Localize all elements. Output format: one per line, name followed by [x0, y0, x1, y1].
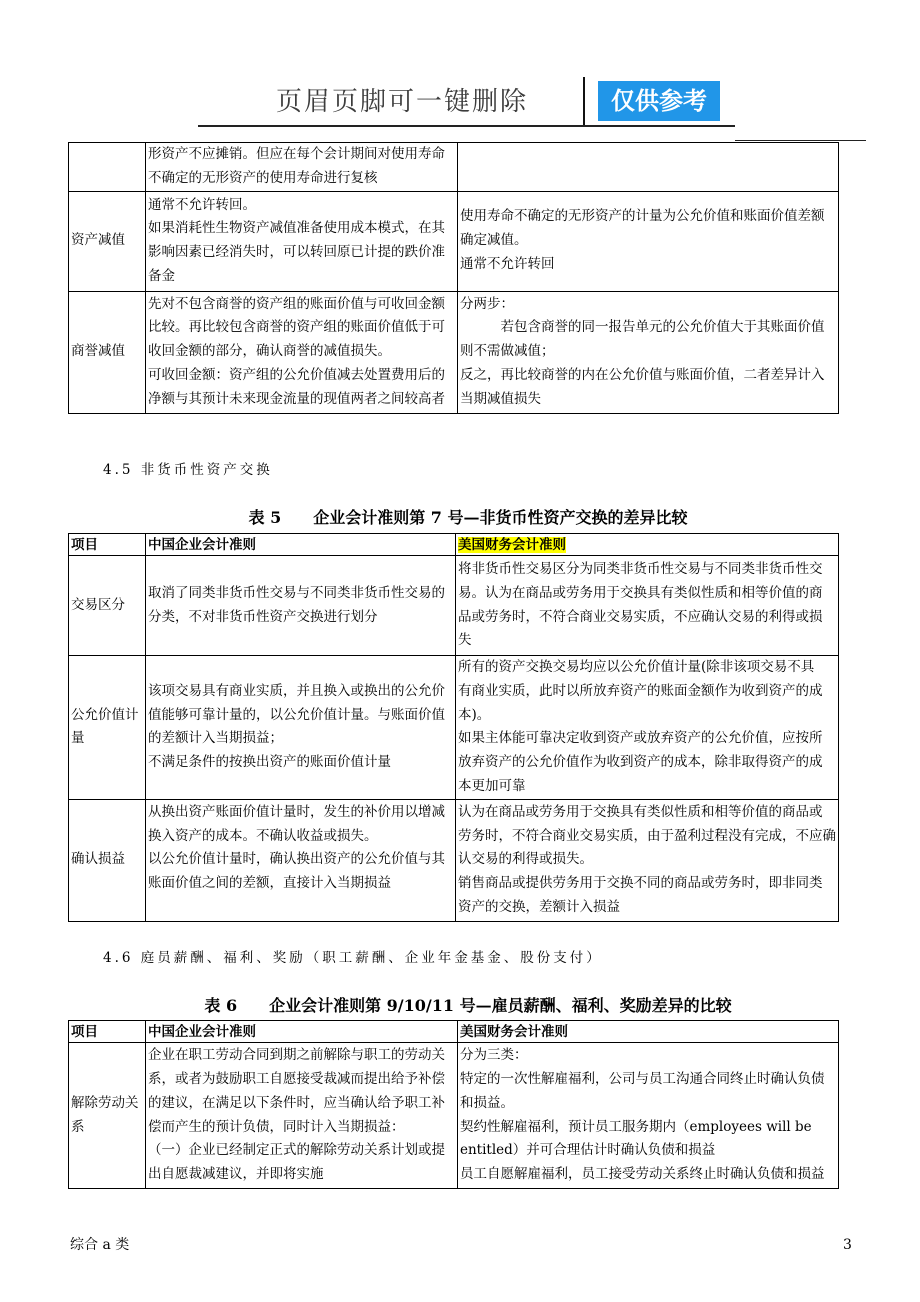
cell-line: 出自愿裁减建议，并即将实施 — [148, 1166, 324, 1183]
header-divider — [583, 77, 585, 125]
cell-line: 先对不包含商誉的资产组的账面价值与可收回金额 — [148, 295, 445, 312]
cell-cn — [146, 191, 458, 291]
cell-line: 使用寿命不确定的无形资产的计量为公允价值和账面价值差额 — [460, 208, 825, 225]
cell-line: 不确定的无形资产的使用寿命进行复核 — [148, 169, 378, 186]
cell-line: 销售商品或提供劳务用于交换不同的商品或劳务时，即非同类 — [458, 875, 823, 892]
cell-line: 认交易的利得或损失。 — [458, 851, 593, 868]
cell-us — [456, 656, 839, 800]
cell-line: 不满足条件的按换出资产的账面价值计量 — [148, 754, 391, 771]
cell-line: 分为三类： — [460, 1047, 528, 1064]
comparison-table-5 — [68, 533, 839, 922]
row-label: 量 — [71, 730, 85, 747]
cell-line: 的建议，在满足以下条件时，应当确认给予职工补 — [148, 1094, 445, 1111]
row-label: 商誉减值 — [71, 343, 125, 360]
cell-line: 分类，不对非货币性资产交换进行划分 — [148, 608, 378, 625]
cell-line: 则不需做减值； — [460, 343, 555, 360]
cell-line: 特定的一次性解雇福利，公司与员工沟通合同终止时确认负债 — [460, 1070, 825, 1087]
cell-us — [458, 143, 839, 192]
cell-line: 收回金额的部分，确认商誉的减值损失。 — [148, 343, 391, 360]
cell-line: 失 — [458, 632, 472, 649]
cell-cn — [146, 143, 458, 192]
cell-line: 易。认为在商品或劳务用于交换具有类似性质和相等价值的商 — [458, 584, 823, 601]
cell-line: 员工自愿解雇福利，员工接受劳动关系终止时确认负债和损益 — [460, 1166, 825, 1183]
cell-line: 反之，再比较商誉的内在公允价值与账面价值，二者差异计入 — [460, 366, 825, 383]
table-row — [69, 799, 839, 921]
cell-line: 当期减值损失 — [460, 390, 541, 407]
table5-title: 表 5 企业会计准则第 7 号—非货币性资产交换的差异比较 — [248, 508, 688, 527]
cell-line: 影响因素已经消失时，可以转回原已计提的跌价准 — [148, 244, 445, 261]
cell-item — [69, 143, 146, 192]
cell-line: 和损益。 — [460, 1094, 514, 1111]
header-item: 项目 — [69, 534, 146, 556]
cell-item — [69, 1043, 146, 1189]
row-label: 解除劳动关 — [71, 1094, 139, 1111]
table-header-row — [69, 534, 839, 556]
table6-title: 表 6 企业会计准则第 9/10/11 号—雇员薪酬、福利、奖励差异的比较 — [204, 996, 732, 1015]
table-row — [69, 556, 839, 656]
cell-line: 偿而产生的预计负债，同时计入当期损益： — [148, 1118, 405, 1135]
cell-line: 通常不允许转回 — [460, 255, 555, 272]
cell-line: entitled）并可合理估计时确认负债和损益 — [460, 1142, 716, 1159]
cell-cn — [146, 291, 458, 413]
cell-line: 从换出资产账面价值计量时，发生的补价用以增减 — [148, 803, 445, 820]
cell-us — [456, 799, 839, 921]
cell-line: 本)。 — [458, 706, 491, 723]
header-us — [456, 534, 839, 556]
cell-line: 所有的资产交换交易均应以公允价值计量(除非该项交易不具 — [458, 659, 815, 675]
cell-line: 企业在职工劳动合同到期之前解除与职工的劳动关 — [148, 1047, 445, 1064]
cell-item — [69, 291, 146, 413]
cell-line: 可收回金额：资产组的公允价值减去处置费用后的 — [148, 366, 445, 383]
page-number: 3 — [843, 1237, 852, 1253]
cell-us — [458, 191, 839, 291]
cell-line: 如果主体能可靠决定收到资产或放弃资产的公允价值，应按所 — [458, 730, 823, 747]
cell-cn — [146, 656, 456, 800]
reference-badge: 仅供参考 — [598, 81, 720, 121]
cell-line: 本更加可靠 — [458, 777, 526, 794]
cell-line: 通常不允许转回。 — [148, 196, 256, 213]
cell-line: 确定减值。 — [460, 232, 528, 249]
cell-line: 若包含商誉的同一报告单元的公允价值大于其账面价值 — [460, 319, 825, 336]
cell-line: 品或劳务时，不符合商业交易实质，不应确认交易的利得或损 — [458, 608, 823, 625]
cell-line: 分两步： — [460, 295, 514, 312]
header-item: 项目 — [69, 1021, 146, 1043]
cell-line: 的差额计入当期损益； — [148, 730, 283, 747]
table-row — [69, 143, 839, 192]
cell-line: 以公允价值计量时，确认换出资产的公允价值与其 — [148, 851, 445, 868]
cell-us — [456, 556, 839, 656]
table-row — [69, 191, 839, 291]
cell-cn — [146, 799, 456, 921]
cell-line: 取消了同类非货币性交易与不同类非货币性交易的 — [148, 584, 445, 601]
cell-line: 值能够可靠计量的，以公允价值计量。与账面价值 — [148, 706, 445, 723]
header-us: 美国财务会计准则 — [458, 1021, 839, 1043]
table-row — [69, 291, 839, 413]
cell-line: 系，或者为鼓励职工自愿接受裁减而提出给予补偿 — [148, 1070, 445, 1087]
header-rule — [198, 125, 735, 127]
row-label: 确认损益 — [71, 851, 125, 868]
cell-line: 契约性解雇福利，预计员工服务期内（employees will be — [460, 1118, 812, 1135]
cell-line: 如果消耗性生物资产减值准备使用成本模式，在其 — [148, 220, 445, 237]
cell-line: 有商业实质，此时以所放弃资产的账面金额作为收到资产的成 — [458, 682, 823, 699]
row-label: 公允价值计 — [71, 706, 139, 723]
cell-line: 净额与其预计未来现金流量的现值两者之间较高者 — [148, 390, 445, 407]
row-label: 交易区分 — [71, 596, 125, 613]
row-label: 资产减值 — [71, 232, 125, 249]
header-title: 页眉页脚可一键删除 — [276, 87, 529, 117]
table-header-row — [69, 1021, 839, 1043]
cell-us — [458, 1043, 839, 1189]
header-cn: 中国企业会计准则 — [146, 534, 456, 556]
cell-item — [69, 656, 146, 800]
table-row — [69, 1043, 839, 1189]
cell-line: 比较。再比较包含商誉的资产组的账面价值低于可 — [148, 319, 445, 336]
cell-item — [69, 556, 146, 656]
cell-line: 认为在商品或劳务用于交换具有类似性质和相等价值的商品或 — [458, 803, 823, 820]
header-us-label: 美国财务会计准则 — [458, 536, 566, 553]
cell-line: 放弃资产的公允价值作为收到资产的成本，除非取得资产的成 — [458, 754, 823, 771]
cell-item — [69, 799, 146, 921]
cell-item — [69, 191, 146, 291]
section-heading-4-5: 4.5 非货币性资产交换 — [103, 462, 273, 478]
row-label: 系 — [71, 1118, 85, 1135]
cell-line: 备金 — [148, 267, 175, 284]
comparison-table-6 — [68, 1020, 839, 1189]
header-rule-right — [735, 140, 866, 141]
cell-line: 形资产不应摊销。但应在每个会计期间对使用寿命 — [148, 146, 445, 162]
comparison-table-continued — [68, 142, 839, 414]
table-row — [69, 656, 839, 800]
header-cn: 中国企业会计准则 — [146, 1021, 458, 1043]
cell-cn — [146, 556, 456, 656]
footer-category: 综合 a 类 — [70, 1237, 130, 1253]
cell-line: （一）企业已经制定正式的解除劳动关系计划或提 — [148, 1142, 445, 1159]
section-heading-4-6: 4.6 庭员薪酬、福利、奖励（职工薪酬、企业年金基金、股份支付） — [103, 950, 603, 966]
cell-cn — [146, 1043, 458, 1189]
cell-us — [458, 291, 839, 413]
cell-line: 账面价值之间的差额，直接计入当期损益 — [148, 875, 391, 892]
cell-line: 换入资产的成本。不确认收益或损失。 — [148, 827, 378, 844]
cell-line: 将非货币性交易区分为同类非货币性交易与不同类非货币性交 — [458, 560, 823, 577]
cell-line: 资产的交换，差额计入损益 — [458, 898, 620, 915]
cell-line: 该项交易具有商业实质，并且换入或换出的公允价 — [148, 682, 445, 699]
cell-line: 劳务时，不符合商业交易实质，由于盈利过程没有完成，不应确 — [458, 827, 836, 844]
